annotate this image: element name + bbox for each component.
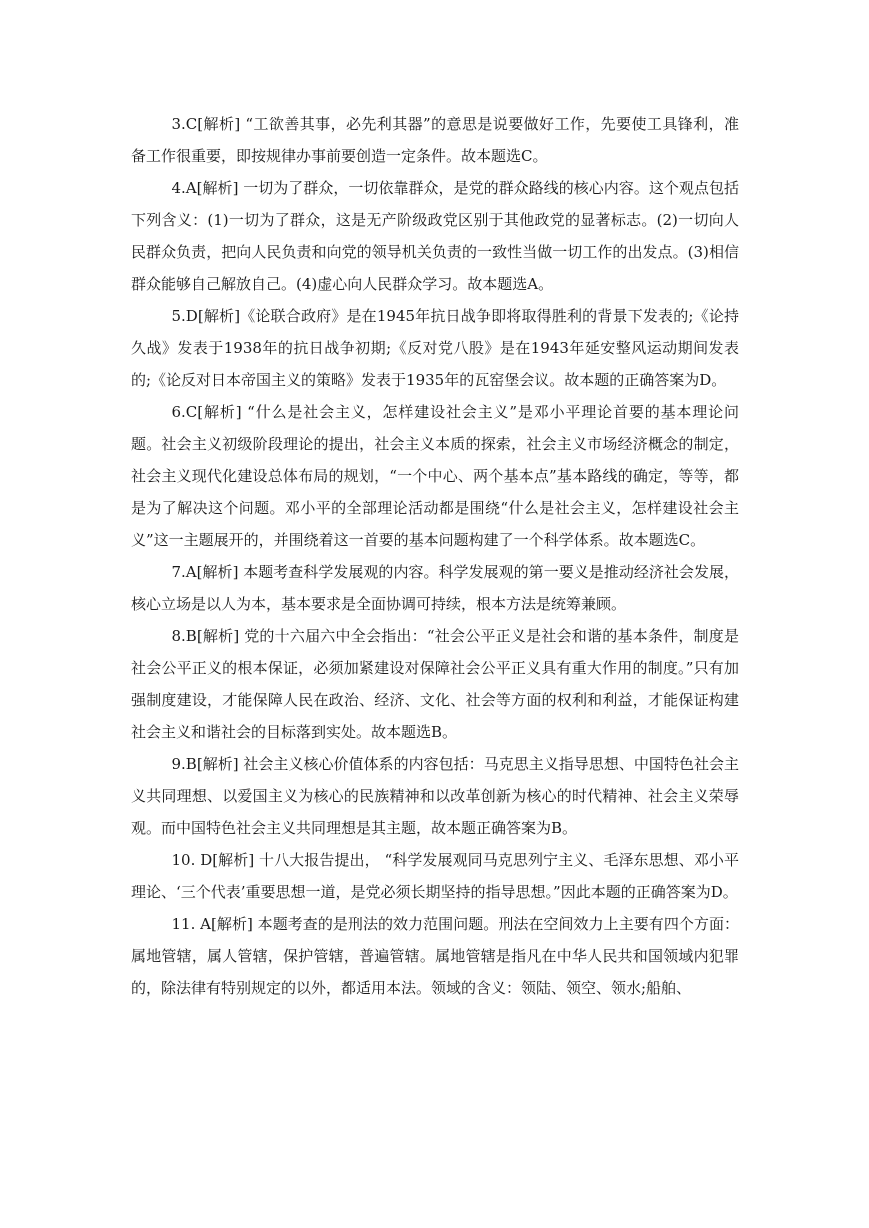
explanation-paragraph-9: 9.B[解析] 社会主义核心价值体系的内容包括：马克思主义指导思想、中国特色社会主义共同理想、以爱国主义为核心的民族精神和以改革创新为核心的时代精神、社会主义荣辱观。而中国特色社会主义共同理想是其主题，故本题正确答案为B。 <box>131 755 739 837</box>
explanation-paragraph-6: 6.C[解析] “什么是社会主义，怎样建设社会主义”是邓小平理论首要的基本理论问题。社会主义初级阶段理论的提出，社会主义本质的探索，社会主义市场经济概念的制定，社会主义现代化建设总体布局的规划，“一个中心、两个基本点”基本路线的确定，等等，都是为了解决这个问题。邓小平的全部理论活动都是围绕“什么是社会主义，怎样建设社会主义”这一主题展开的，并围绕着这一首要的基本问题构建了一个科学体系。故本题选C。 <box>131 403 739 549</box>
explanation-paragraph-8: 8.B[解析] 党的十六届六中全会指出：“社会公平正义是社会和谐的基本条件，制度是社会公平正义的根本保证，必须加紧建设对保障社会公平正义具有重大作用的制度。”只有加强制度建设，才能保障人民在政治、经济、文化、社会等方面的权利和利益，才能保证构建社会主义和谐社会的目标落到实处。故本题选B。 <box>131 627 739 741</box>
answer-explanations <box>131 108 739 1004</box>
explanation-paragraph-5: 5.D[解析]《论联合政府》是在1945年抗日战争即将取得胜利的背景下发表的;《论持久战》发表于1938年的抗日战争初期;《反对党八股》是在1943年延安整风运动期间发表的;《论反对日本帝国主义的策略》发表于1935年的瓦窑堡会议。故本题的正确答案为D。 <box>131 307 739 389</box>
explanation-paragraph-7: 7.A[解析] 本题考查科学发展观的内容。科学发展观的第一要义是推动经济社会发展，核心立场是以人为本，基本要求是全面协调可持续，根本方法是统筹兼顾。 <box>131 563 739 613</box>
explanation-paragraph-4: 4.A[解析] 一切为了群众，一切依靠群众，是党的群众路线的核心内容。这个观点包括下列含义：(1)一切为了群众，这是无产阶级政党区别于其他政党的显著标志。(2)一切向人民群众负责，把向人民负责和向党的领导机关负责的一致性当做一切工作的出发点。(3)相信群众能够自己解放自己。(4)虚心向人民群众学习。故本题选A。 <box>131 179 739 293</box>
explanation-paragraph-11: 11. A[解析] 本题考查的是刑法的效力范围问题。刑法在空间效力上主要有四个方面：属地管辖，属人管辖，保护管辖，普遍管辖。属地管辖是指凡在中华人民共和国领域内犯罪的，除法律有特别规定的以外，都适用本法。领域的含义：领陆、领空、领水;船舶、 <box>131 915 739 997</box>
explanation-paragraph-3: 3.C[解析] “工欲善其事，必先利其器”的意思是说要做好工作，先要使工具锋利，准备工作很重要，即按规律办事前要创造一定条件。故本题选C。 <box>131 115 739 165</box>
explanation-paragraph-10: 10. D[解析] 十八大报告提出， “科学发展观同马克思列宁主义、毛泽东思想、邓小平理论、‘三个代表’重要思想一道，是党必须长期坚持的指导思想。”因此本题的正确答案为D。 <box>131 851 739 901</box>
